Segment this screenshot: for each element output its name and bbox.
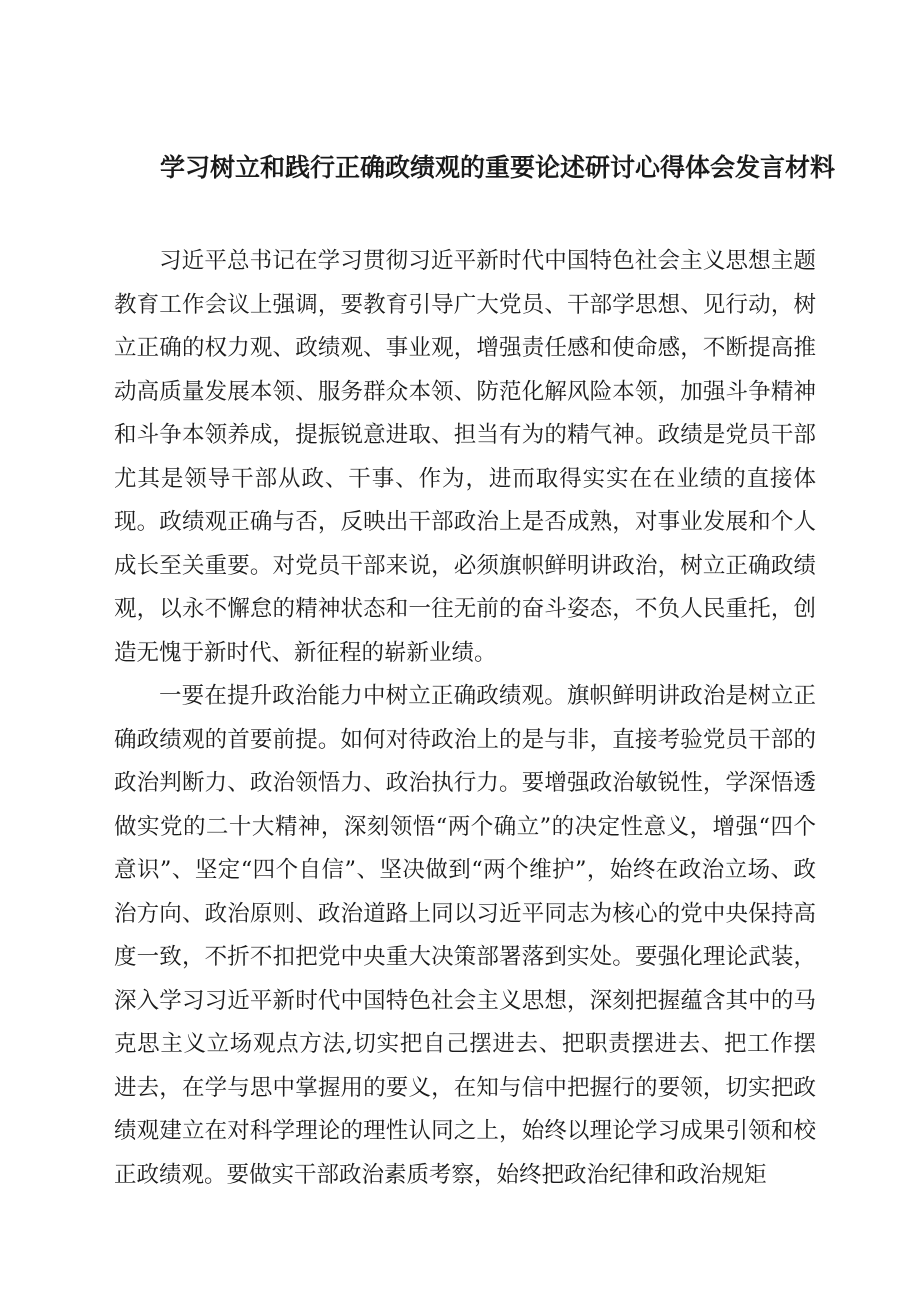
paragraph-political-ability: 一要在提升政治能力中树立正确政绩观。旗帜鲜明讲政治是树立正确政绩观的首要前提。如何对待政治上的是与非，直接考验党员干部的政治判断力、政治领悟力、政治执行力。要增强政治敏锐性，学深悟透做实党的二十大精神，深刻领悟“两个确立”的决定性意义，增强“四个意识”、坚定“四个自信”、坚决做到“两个维护”，始终在政治立场、政治方向、政治原则、政治道路上同以习近平同志为核心的党中央保持高度一致，不折不扣把党中央重大决策部署落到实处。要强化理论武装，深入学习习近平新时代中国特色社会主义思想，深刻把握蕴含其中的马克思主义立场观点方法,切实把自己摆进去、把职责摆进去、把工作摆进去，在学与思中掌握用的要义，在知与信中把握行的要领，切实把政绩观建立在对科学理论的理性认同之上，始终以理论学习成果引领和校正政绩观。要做实干部政治素质考察，始终把政治纪律和政治规矩 (114, 683, 816, 1188)
document-body (114, 240, 816, 1197)
paragraph-intro: 习近平总书记在学习贯彻习近平新时代中国特色社会主义思想主题教育工作会议上强调，要教育引导广大党员、干部学思想、见行动，树立正确的权力观、政绩观、事业观，增强责任感和使命感，不断提高推动高质量发展本领、服务群众本领、防范化解风险本领，加强斗争精神和斗争本领养成，提振锐意进取、担当有为的精气神。政绩是党员干部尤其是领导干部从政、干事、作为，进而取得实实在在业绩的直接体现。政绩观正确与否，反映出干部政治上是否成熟，对事业发展和个人成长至关重要。对党员干部来说，必须旗帜鲜明讲政治，树立正确政绩观，以永不懈怠的精神状态和一往无前的奋斗姿态，不负人民重托，创造无愧于新时代、新征程的崭新业绩。 (114, 248, 816, 666)
document-title: 学习树立和践行正确政绩观的重要论述研讨心得体会发言材料 (160, 153, 836, 182)
